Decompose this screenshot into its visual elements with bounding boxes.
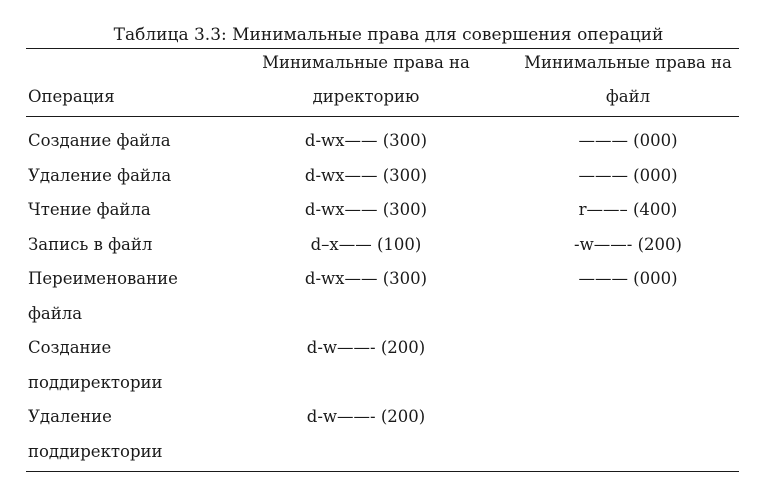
row-7-dir: d-w——- (200): [306, 407, 426, 426]
row-3-dir: d-wx—— (300): [304, 200, 428, 219]
header-dir-rights-line1: Минимальные права на: [262, 53, 470, 72]
bottom-rule: [26, 471, 739, 472]
row-7-operation-line1: Удаление: [28, 407, 112, 426]
row-2-file: ——— (000): [578, 166, 678, 185]
table-caption: Таблица 3.3: Минимальные права для совершения операций: [113, 25, 664, 45]
row-7-operation-line2: поддиректории: [28, 442, 163, 461]
header-dir-rights-line2: директорию: [312, 87, 420, 106]
row-1-file: ——— (000): [578, 131, 678, 150]
row-3-file: r——– (400): [578, 200, 678, 219]
row-4-file: -w——- (200): [574, 235, 682, 254]
row-1-dir: d-wx—— (300): [304, 131, 428, 150]
row-5-operation-line2: файла: [28, 304, 83, 323]
row-3-operation: Чтение файла: [28, 200, 151, 219]
header-operation: Операция: [28, 87, 115, 106]
header-rule: [26, 116, 739, 117]
row-6-operation-line1: Создание: [28, 338, 112, 357]
header-file-rights-line1: Минимальные права на: [524, 53, 732, 72]
row-6-operation-line2: поддиректории: [28, 373, 163, 392]
row-6-dir: d-w——- (200): [306, 338, 426, 357]
row-4-operation: Запись в файл: [28, 235, 153, 254]
header-file-rights-line2: файл: [605, 87, 651, 106]
row-1-operation: Создание файла: [28, 131, 171, 150]
row-2-dir: d-wx—— (300): [304, 166, 428, 185]
row-5-dir: d-wx—— (300): [304, 269, 428, 288]
row-5-file: ——— (000): [578, 269, 678, 288]
row-4-dir: d–x—— (100): [310, 235, 422, 254]
row-5-operation-line1: Переименование: [28, 269, 178, 288]
row-2-operation: Удаление файла: [28, 166, 172, 185]
